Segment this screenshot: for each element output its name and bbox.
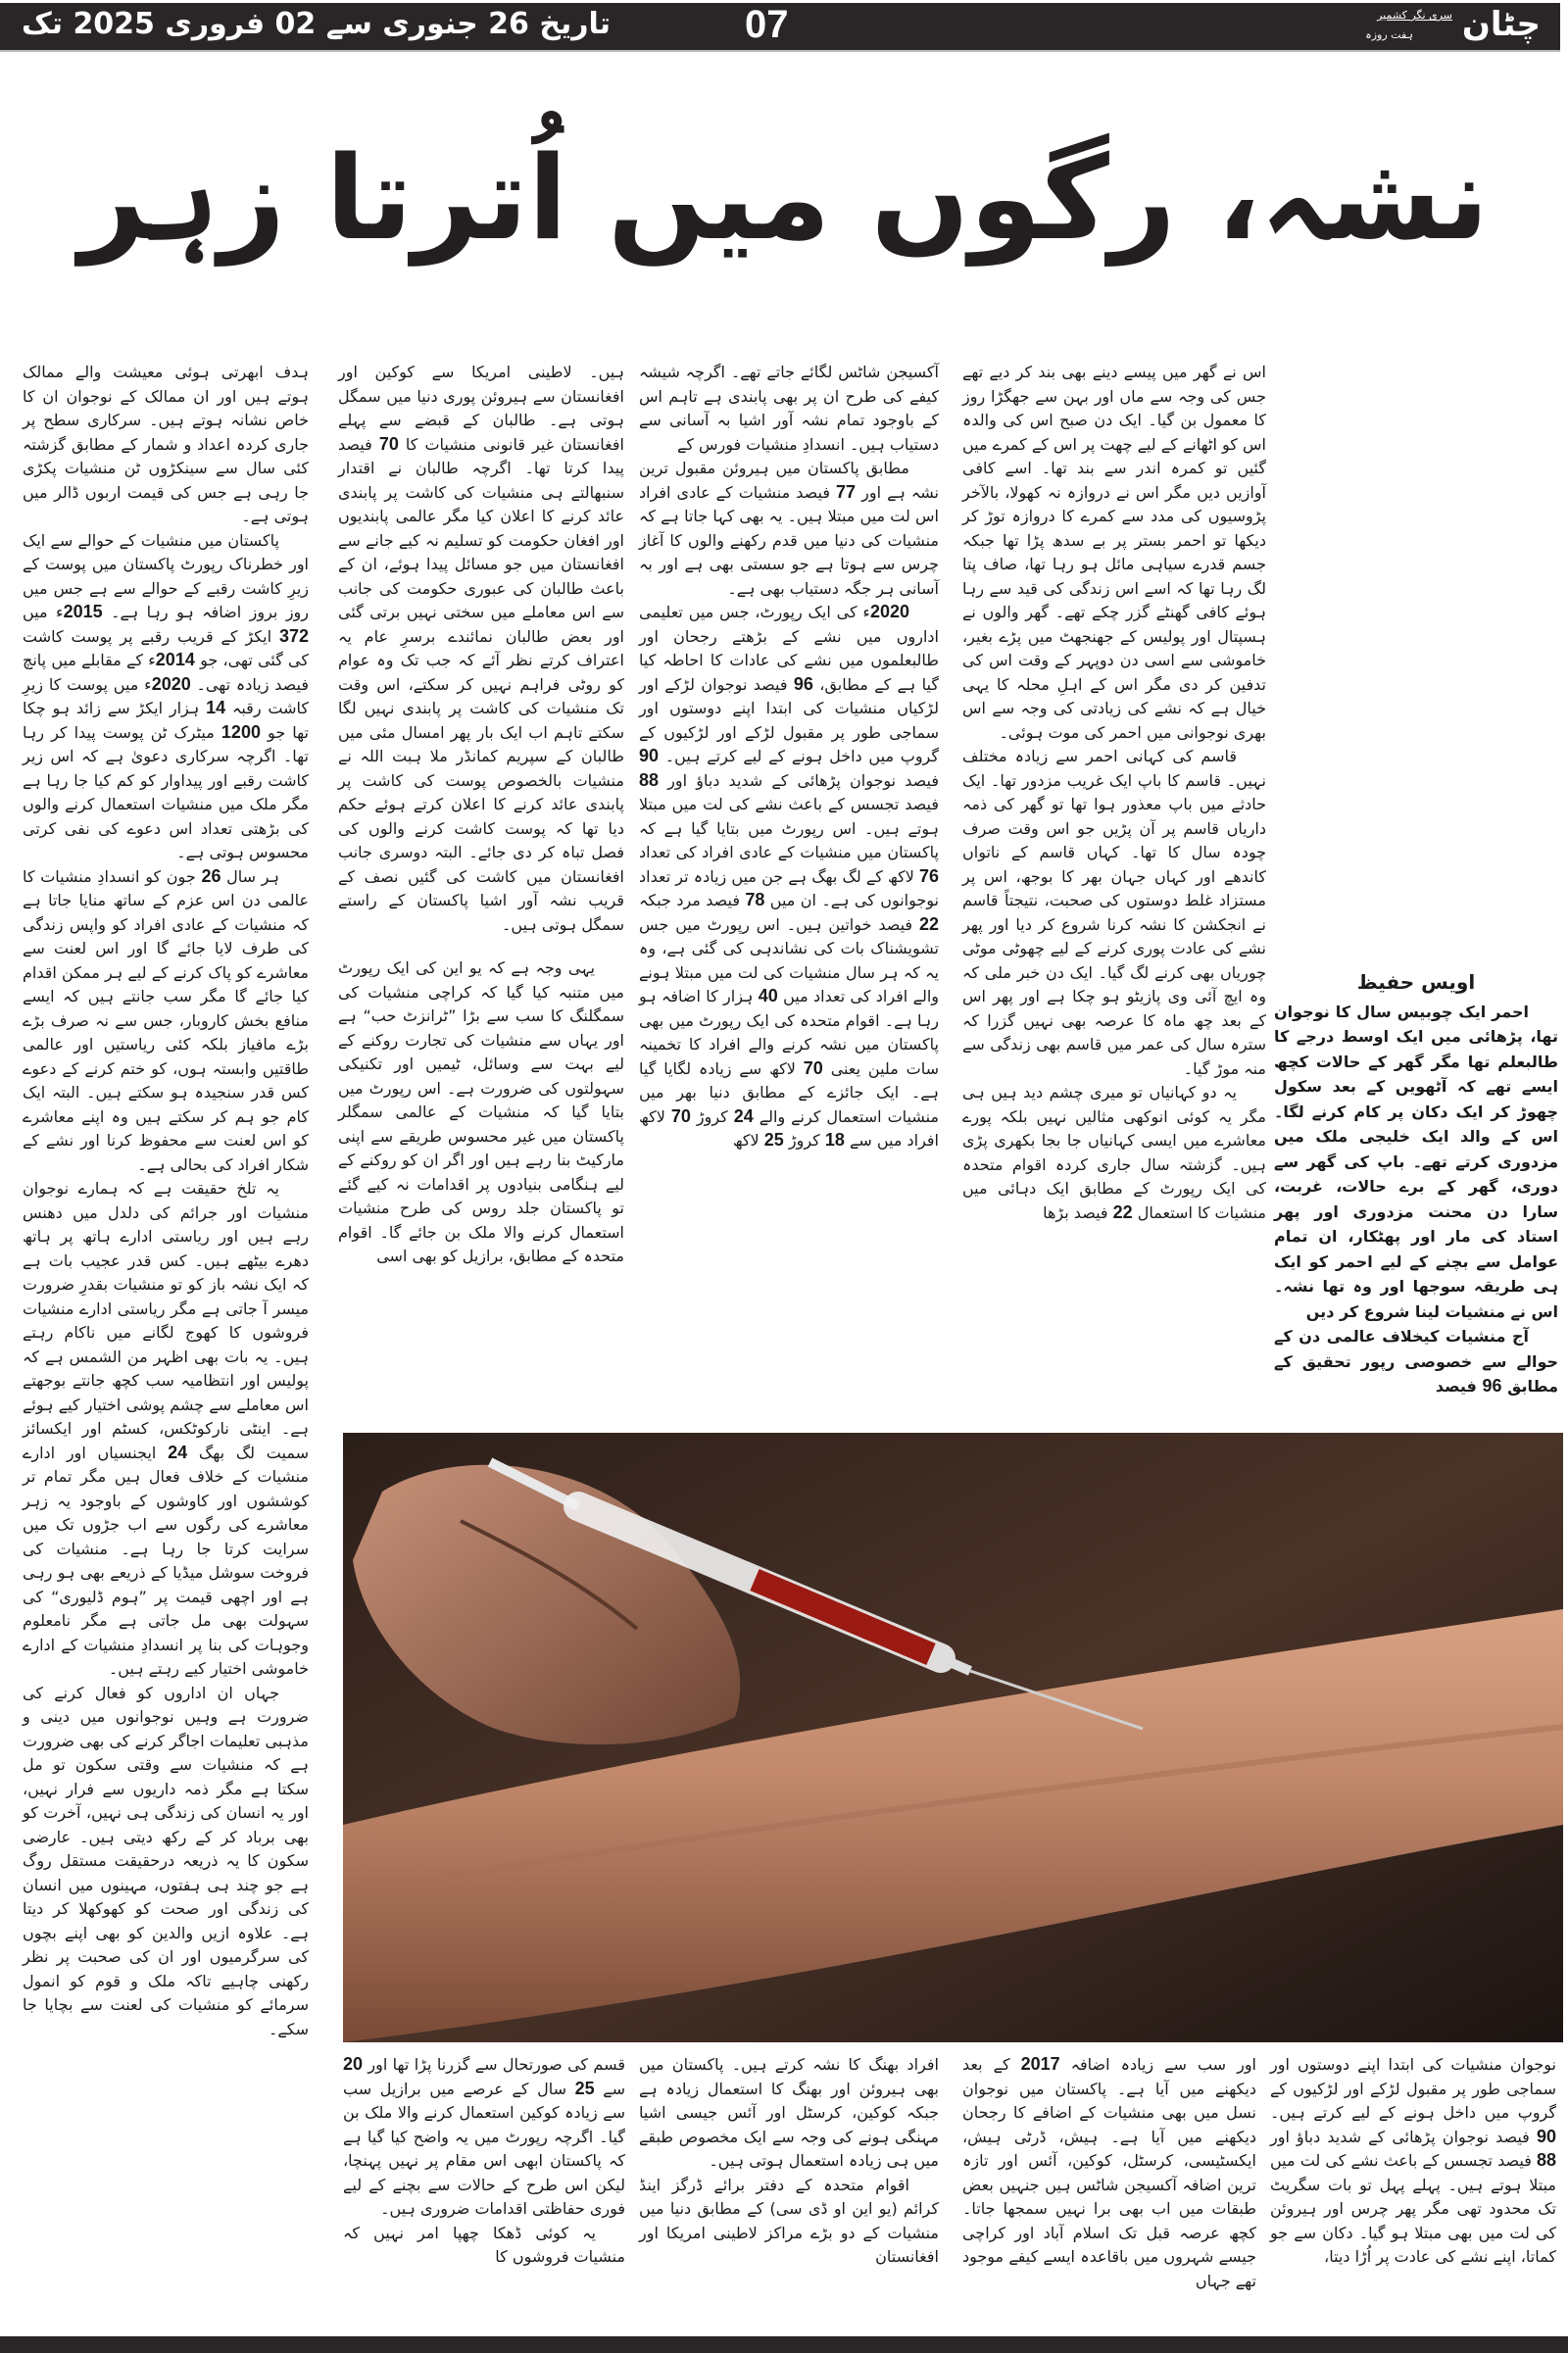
paragraph: یہ دو کہانیاں تو میری چشم دید ہیں ہی مگر یہ کوئی انوکھی مثالیں نہیں بلکہ پورے معاشرے میں ایسی کہانیاں جا بجا بکھری پڑی ہیں۔ گزشتہ سال جاری کردہ اقوام متحدہ کی ایک رپورٹ کے مطابق ایک دہائی میں منشیات کا استعمال 22 فیصد بڑھا xyxy=(962,1083,1266,1222)
paragraph: مطابق پاکستان میں ہیروئن مقبول ترین نشہ ہے اور 77 فیصد منشیات کے عادی افراد اس لت میں مبتلا ہیں۔ یہ بھی کہا جاتا ہے کہ منشیات کی دنیا میں قدم رکھنے والوں کا آغاز چرس سے ہوتا ہے جو سستی بھی ہے اور بہ آسانی ہر جگہ دستیاب بھی ہے۔ xyxy=(639,459,940,598)
paragraph: قسم کی صورتحال سے گزرنا پڑا تھا اور 20 سے 25 سال کے عرصے میں برازیل سب سے زیادہ کوکین استعمال کرنے والا ملک بن گیا۔ اگرچہ رپورٹ میں یہ واضح کیا گیا ہے کہ پاکستان ابھی اس مقام پر نہیں پہنچا، لیکن اس طرح کے حالات سے بچنے کے لیے فوری حفاظتی اقدامات ضروری ہیں۔ xyxy=(343,2054,625,2218)
logo-city: سری نگر کشمیر xyxy=(1377,9,1452,22)
bottom-column-b xyxy=(343,2053,625,2270)
syringe-arm-photo xyxy=(343,1433,1563,2042)
footer-bar xyxy=(0,2336,1568,2353)
paragraph: ہدف ابھرتی ہوئی معیشت والے ممالک ہوتے ہیں اور ان ممالک کے نوجوان ان کا خاص نشانہ ہوتے ہیں۔ سرکاری سطح پر جاری کردہ اعداد و شمار کے مطابق گزشتہ کئی سال سے سینکڑوں ٹن منشیات پکڑی جا رہی ہے جس کی قیمت اربوں ڈالر میں ہوتی ہے۔ xyxy=(23,363,309,525)
paragraph: نوجوان منشیات کی ابتدا اپنے دوستوں اور سماجی طور پر مقبول لڑکے اور لڑکیوں کے گروپ میں داخل ہونے کے لیے کرتے ہیں۔ 90 فیصد نوجوان پڑھائی کے شدید دباؤ اور 88 فیصد تجسس کے باعث نشے کی لت میں مبتلا ہوتے ہیں۔ پہلے پہل تو بات سگریٹ تک محدود تھی مگر پھر چرس اور ہیروئن کی لت میں بھی مبتلا ہو گیا۔ دکان سے جو کماتا، اپنے نشے کی عادت پر اُڑا دیتا، xyxy=(1270,2055,1556,2266)
bottom-column-c xyxy=(639,2053,939,2270)
bottom-column-d xyxy=(962,2053,1256,2293)
paragraph: آکسیجن شاٹس لگائے جاتے تھے۔ اگرچہ شیشہ کیفے کی طرح ان پر بھی پابندی ہے تاہم اس کے باوجود تمام نشہ آور اشیا بہ آسانی سے دستیاب ہیں۔ انسدادِ منشیات فورس کے xyxy=(639,363,939,454)
paragraph: یہ تلخ حقیقت ہے کہ ہمارے نوجوان منشیات اور جرائم کی دلدل میں دھنس رہے ہیں اور ریاستی ادارے ہاتھ پر ہاتھ دھرے بیٹھے ہیں۔ کس قدر عجیب بات ہے کہ ایک نشہ باز کو تو منشیات بقدرِ ضرورت میسر آ جاتی ہے مگر ریاستی ادارے منشیات فروشوں کا کھوج لگانے میں ناکام رہتے ہیں۔ یہ بات بھی اظہر من الشمس ہے کہ پولیس اور انتظامیہ سب کچھ جانتے بوجھتے اس معاملے سے چشم پوشی اختیار کیے ہوئے ہے۔ اینٹی نارکوٹکس، کسٹم اور ایکسائز سمیت لگ بھگ 24 ایجنسیاں اور ادارے منشیات کے خلاف فعال ہیں مگر تمام تر کوششوں اور کاوشوں کے باوجود یہ زہر معاشرے کی رگوں سے اب جڑوں تک میں سرایت کرتا جا رہا ہے۔ منشیات کی فروخت سوشل میڈیا کے ذریعے بھی ہو رہی ہے اور اچھی قیمت پر ”ہوم ڈلیوری“ کی سہولت بھی مل جاتی ہے مگر نامعلوم وجوہات کی بنا پر انسدادِ منشیات کے ادارے خاموشی اختیار کیے رہتے ہیں۔ xyxy=(23,1179,310,1678)
paragraph: اقوام متحدہ کے دفتر برائے ڈرگز اینڈ کرائم (یو این او ڈی سی) کے مطابق دنیا میں منشیات کے دو بڑے مراکز لاطینی امریکا اور افغانستان xyxy=(639,2175,939,2266)
author-byline: اویس حفیظ xyxy=(1356,970,1476,994)
issue-date: تاریخ 26 جنوری سے 02 فروری 2025 تک xyxy=(22,7,612,41)
column-b xyxy=(338,361,624,1269)
paragraph: اور سب سے زیادہ اضافہ 2017 کے بعد دیکھنے میں آیا ہے۔ پاکستان میں نوجوان نسل میں بھی منشیات کے اضافے کا رجحان دیکھنے میں آیا ہے۔ ہیش، ڈرٹی ہیش، ایکسٹیسی، کرسٹل، کوکین، آئس اور تازہ ترین اضافہ آکسیجن شاٹس ہیں جنہیں بعض طبقات میں اب بھی برا نہیں سمجھا جاتا۔ کچھ عرصہ قبل تک اسلام آباد اور کراچی جیسے شہروں میں باقاعدہ ایسے کیفے موجود تھے جہاں xyxy=(962,2054,1256,2290)
paragraph: یہ کوئی ڈھکا چھپا امر نہیں کہ منشیات فروشوں کا xyxy=(343,2223,625,2266)
column-d xyxy=(962,361,1266,1225)
paragraph: جہاں ان اداروں کو فعال کرنے کی ضرورت ہے وہیں نوجوانوں میں دینی و مذہبی تعلیمات اجاگر کرنے کی بھی ضرورت ہے کہ منشیات سے وقتی سکون تو مل سکتا ہے مگر ذمہ داریوں سے فرار نہیں، اور یہ انسان کی زندگی ہی نہیں، آخرت کو بھی برباد کر کے رکھ دیتی ہیں۔ عارضی سکون کا یہ ذریعہ درحقیقت مستقل روگ ہے جو چند ہی ہفتوں، مہینوں میں انسان کی زندگی اور صحت کو کھوکھلا کر دیتا ہے۔ علاوہ ازیں والدین کو بھی اپنے بچوں کی سرگرمیوں اور ان کی صحبت پر نظر رکھنی چاہیے تاکہ ملک و قوم کو انمول سرمائے کو منشیات کی لعنت سے بچایا جا سکے۔ xyxy=(23,1683,309,2038)
paragraph: قاسم کی کہانی احمر سے زیادہ مختلف نہیں۔ قاسم کا باپ ایک غریب مزدور تھا۔ ایک حادثے میں باپ معذور ہوا تھا تو گھر کی ذمہ داریاں قاسم پر آن پڑیں جو اس وقت صرف چودہ سال کا تھا۔ کہاں قاسم کے ناتواں کاندھے اور کہاں جہان بھر کا بوجھ، اس پر مستزاد غلط دوستوں کی صحبت، نتیجتاً قاسم نے انجکشن کا نشہ کرنا شروع کر دیا اور پھر نشے کی عادت پوری کرنے کے لیے چھوٹی موٹی چوریاں بھی کرنے لگ گیا۔ ایک دن خبر ملی کہ وہ ایچ آئی وی پازیٹو ہو چکا ہے اور پھر اس کے بعد چھ ماہ کا عرصہ بھی نہیں گزرا کہ سترہ سال کی عمر میں قاسم بھی زندگی سے منہ موڑ گیا۔ xyxy=(962,747,1266,1078)
column-intro xyxy=(1274,970,1558,1399)
paragraph: پاکستان میں منشیات کے حوالے سے ایک اور خطرناک رپورٹ پاکستان میں پوست کے زیرِ کاشت رقبے کے حوالے سے ہے جس میں روز بروز اضافہ ہو رہا ہے۔ 2015ء میں 372 ایکڑ کے قریب رقبے پر پوست کاشت کی گئی تھی، جو 2014ء کے مقابلے میں پانچ فیصد زیادہ تھی۔ 2020ء میں پوست کا زیرِ کاشت رقبہ 14 ہزار ایکڑ سے زائد ہو چکا تھا جو 1200 میٹرک ٹن پوست پیدا کر رہا تھا۔ اگرچہ سرکاری دعویٰ ہے کہ اس زیر کاشت رقبے اور پیداوار کو کم کیا جا رہا ہے مگر ملک میں منشیات استعمال کرنے والوں کی بڑھتی تعداد اس دعوے کی نفی کرتی محسوس ہوتی ہے۔ xyxy=(23,530,310,861)
paragraph: 2020ء کی ایک رپورٹ، جس میں تعلیمی اداروں میں نشے کے بڑھتے رجحان اور طالبعلموں میں نشے کی عادات کا احاطہ کیا گیا ہے کے مطابق، 96 فیصد نوجوان لڑکے اور لڑکیاں منشیات کی ابتدا اپنے دوستوں اور سماجی طور پر مقبول لڑکے اور لڑکیوں کے گروپ میں داخل ہونے کے لیے کرتے ہیں۔ 90 فیصد نوجوان پڑھائی کے شدید دباؤ اور 88 فیصد تجسس کے باعث نشے کی لت میں مبتلا ہوتے ہیں۔ اس رپورٹ میں بتایا گیا ہے کہ پاکستان میں منشیات کے عادی افراد کی تعداد 76 لاکھ کے لگ بھگ ہے جن میں زیادہ تر تعداد نوجوانوں کی ہے۔ ان میں 78 فیصد مرد جبکہ 22 فیصد خواتین ہیں۔ اس رپورٹ میں جس تشویشناک بات کی نشاندہی کی گئی ہے، وہ یہ کہ ہر سال منشیات کی لت میں مبتلا ہونے والے افراد کی تعداد میں 40 ہزار کا اضافہ ہو رہا ہے۔ اقوام متحدہ کی ایک رپورٹ میں بھی پاکستان میں نشہ کرنے والے افراد کا تخمینہ سات ملین یعنی 70 لاکھ سے زیادہ لگایا گیا ہے۔ ایک جائزے کے مطابق دنیا بھر میں منشیات استعمال کرنے والے 24 کروڑ 70 لاکھ افراد میں سے 18 کروڑ 25 لاکھ xyxy=(639,602,940,1150)
column-c xyxy=(639,361,939,1153)
logo-name: چٹان xyxy=(1461,5,1541,44)
headline: نشہ، رگوں میں اُترتا زہر xyxy=(78,130,1490,266)
injection-image xyxy=(343,1433,1563,2042)
paragraph: افراد بھنگ کا نشہ کرتے ہیں۔ پاکستان میں بھی ہیروئن اور بھنگ کا استعمال زیادہ ہے جبکہ کوکین، کرسٹل اور آئس جیسی اشیا مہنگی ہونے کی وجہ سے ایک مخصوص طبقے میں ہی زیادہ استعمال ہوتی ہیں۔ xyxy=(639,2055,939,2170)
paragraph: آج منشیات کیخلاف عالمی دن کے حوالے سے خصوصی رپور تحقیق کے مطابق 96 فیصد xyxy=(1274,1327,1558,1396)
masthead-bar xyxy=(0,3,1560,52)
paragraph: احمر ایک چوبیس سال کا نوجوان تھا، پڑھائی میں ایک اوسط درجے کا طالبعلم تھا مگر گھر کے حالات کچھ ایسے تھے کہ آٹھویں کے بعد سکول چھوڑ کر ایک دکان پر کام کرنے لگا۔ اس کے والد ایک خلیجی ملک میں مزدوری کرتے تھے۔ باپ کی گھر سے دوری، گھر کے برے حالات، غربت، سارا دن محنت مزدوری اور پھر استاد کی مار اور پھٹکار، ان تمام عوامل سے بچنے کے لیے احمر کو ایک ہی طریقہ سوجھا اور وہ تھا نشہ۔ اس نے منشیات لینا شروع کر دیں xyxy=(1274,1002,1558,1321)
bottom-column-e xyxy=(1270,2053,1556,2270)
publication-logo xyxy=(1305,3,1541,50)
paragraph: ہر سال 26 جون کو انسدادِ منشیات کا عالمی دن اس عزم کے ساتھ منایا جاتا ہے کہ منشیات کے عادی افراد کو واپس زندگی کی طرف لایا جائے گا اور اس لعنت سے معاشرے کو پاک کرنے کے لیے ہر ممکن اقدام کیا جائے گا مگر سب جانتے ہیں کہ ایسے منافع بخش کاروبار، جس سے نہ صرف بڑے بڑے مافیاز بلکہ کئی ریاستیں اور عالمی طاقتیں وابستہ ہوں، کو ختم کرنے کے دعوے کس قدر سنجیدہ ہو سکتے ہیں۔ البتہ ایک کام جو ہم کر سکتے ہیں وہ اپنے معاشرے کو اس لعنت سے محفوظ کرنا اور نشے کے شکار افراد کی بحالی ہے۔ xyxy=(23,865,309,1174)
paragraph: یہی وجہ ہے کہ یو این کی ایک رپورٹ میں متنبہ کیا گیا کہ کراچی منشیات کی سمگلنگ کا سب سے بڑا ”ٹرانزٹ حب“ ہے اور یہاں سے منشیات کی تجارت روکنے کے لیے بہت سے وسائل، ٹیمیں اور تکنیکی سہولتوں کی ضرورت ہے۔ اس رپورٹ میں بتایا گیا کہ منشیات کے عالمی سمگلر پاکستان میں غیر محسوس طریقے سے اپنی مارکیٹ بنا رہے ہیں اور اگر ان کو روکنے کے لیے ہنگامی بنیادوں پر اقدامات نہ کیے گئے تو پاکستان جلد روس کی طرح منشیات استعمال کرنے والا ملک بن جائے گا۔ اقوام متحدہ کے مطابق، برازیل کو بھی اسی xyxy=(338,958,624,1265)
paragraph: ہیں۔ لاطینی امریکا سے کوکین اور افغانستان سے ہیروئن پوری دنیا میں سمگل ہوتی ہے۔ طالبان کے قبضے سے پہلے افغانستان غیر قانونی منشیات کا 70 فیصد پیدا کرتا تھا۔ اگرچہ طالبان نے اقتدار سنبھالتے ہی منشیات کی کاشت پر پابندی عائد کرنے کا اعلان کیا مگر عالمی پابندیوں اور افغان حکومت کو تسلیم نہ کیے جانے سے افغانستان میں جو مسائل پیدا ہوئے، ان کے باعث طالبان کی عبوری حکومت کی جانب سے اس معاملے میں سختی نہیں برتی گئی اور بعض طالبان نمائندے برسرِ عام یہ اعتراف کرتے نظر آئے کہ جب تک وہ عوام کو روٹی فراہم نہیں کر سکتے، اس وقت تک منشیات کی کاشت پر پابندی نہیں لگا سکتے تاہم اب ایک بار پھر امسال مئی میں طالبان کے سپریم کمانڈر ملا ہبت اللہ نے منشیات بالخصوص پوست کی کاشت پر پابندی عائد کرنے کا اعلان کرتے ہوئے حکم دیا تھا کہ پوست کاشت کرنے والوں کی فصل تباہ کر دی جائے۔ البتہ دوسری جانب افغانستان میں کاشت کی گئیں نصف کے قریب نشہ آور اشیا پاکستان کے راستے سمگل ہوتی ہیں۔ xyxy=(338,363,624,934)
paragraph: اس نے گھر میں پیسے دینے بھی بند کر دیے تھے جس کی وجہ سے ماں اور بہن سے جھگڑا روز کا معمول بن گیا۔ ایک دن صبح اس کی والدہ اس کو اٹھانے کے لیے چھت پر اس کے کمرے میں گئیں تو کمرہ اندر سے بند تھا۔ اسے کافی آوازیں دیں مگر اس نے دروازہ نہ کھولا، بالآخر پڑوسیوں کی مدد سے کمرے کا دروازہ توڑ کر دیکھا تو احمر بستر پر بے سدھ پڑا تھا جبکہ جسم قدرے سیاہی مائل ہو رہا تھا، صاف پتا لگ رہا تھا کہ اسے اس زندگی کی قید سے رہا ہوئے کافی گھنٹے گزر چکے تھے۔ گھر والوں نے ہسپتال اور پولیس کے جھنجھٹ میں پڑے بغیر، خاموشی سے اسی دن دوپہر کے وقت اس کی تدفین کر دی مگر اس کے اہلِ محلہ کا یہی خیال ہے کہ نشے کی زیادتی کی وجہ سے اس بھری نوجوانی میں احمر کی موت ہوئی۔ xyxy=(962,363,1266,742)
column-a xyxy=(23,361,309,2041)
page-number: 07 xyxy=(745,3,789,46)
logo-weekly: ہفت روزہ xyxy=(1365,28,1413,41)
